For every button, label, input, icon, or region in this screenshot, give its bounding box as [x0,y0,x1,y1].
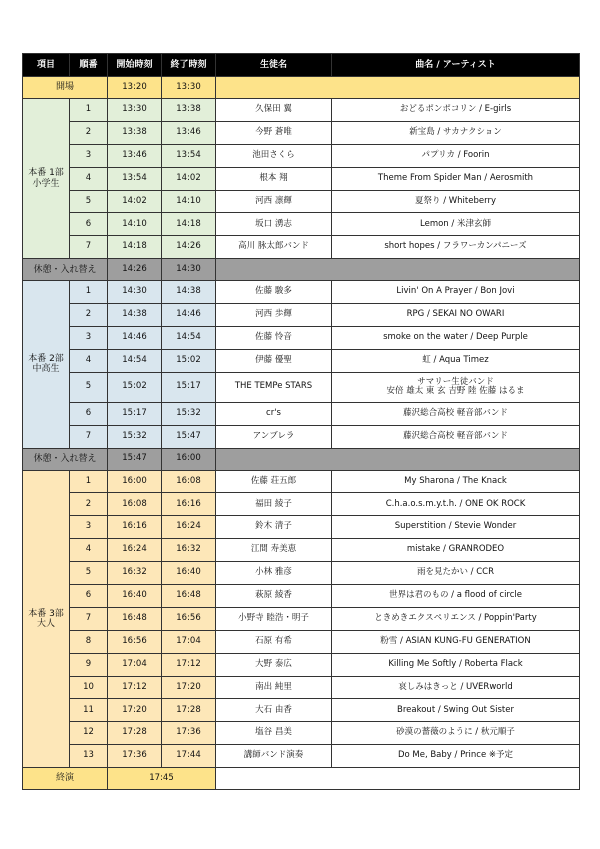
song-cell: Do Me, Baby / Prince ※予定 [332,745,580,768]
break2-row [23,448,580,470]
end-cell: 17:36 [162,722,216,745]
order-cell: 2 [70,493,108,516]
song-cell: 虹 / Aqua Timez [332,349,580,372]
student-cell: 今野 蒼唯 [216,121,332,144]
song-cell: Killing Me Softly / Roberta Flack [332,653,580,676]
end-cell: 15:17 [162,372,216,402]
header-start: 開始時刻 [108,54,162,77]
song-cell: 哀しみはきっと / UVERworld [332,676,580,699]
order-cell: 6 [70,213,108,236]
header-item: 項目 [23,54,70,77]
order-cell: 4 [70,349,108,372]
table-row [23,304,580,327]
order-cell: 13 [70,745,108,768]
song-cell: 雨を見たかい / CCR [332,562,580,585]
end-cell: 16:40 [162,562,216,585]
schedule-body [23,77,580,790]
end-cell: 14:54 [162,327,216,350]
table-row [23,349,580,372]
student-cell: 大石 由香 [216,699,332,722]
end-cell: 14:10 [162,190,216,213]
start-cell: 16:16 [108,516,162,539]
end-cell: 14:38 [162,281,216,304]
order-cell: 4 [70,167,108,190]
song-cell: 藤沢総合高校 軽音部バンド [332,425,580,448]
end-cell: 13:54 [162,144,216,167]
order-cell: 9 [70,653,108,676]
table-row [23,516,580,539]
student-cell: 鈴木 清子 [216,516,332,539]
song-cell: mistake / GRANRODEO [332,539,580,562]
start-cell: 17:04 [108,653,162,676]
break1-blank [216,259,580,281]
table-row [23,562,580,585]
start-cell: 16:56 [108,630,162,653]
table-row [23,425,580,448]
order-cell: 5 [70,562,108,585]
end-cell: 14:02 [162,167,216,190]
song-cell: 世界は君のもの / a flood of circle [332,585,580,608]
student-cell: 江間 寿美恵 [216,539,332,562]
start-cell: 16:32 [108,562,162,585]
order-cell: 2 [70,121,108,144]
student-cell: 佐藤 怜音 [216,327,332,350]
start-cell: 16:24 [108,539,162,562]
opening-label: 開場 [23,77,108,99]
student-cell: 佐藤 荘五郎 [216,470,332,493]
table-row [23,99,580,122]
table-row [23,167,580,190]
header-order: 順番 [70,54,108,77]
break2-label: 休憩・入れ替え [23,448,108,470]
end-cell: 16:32 [162,539,216,562]
table-row [23,630,580,653]
start-cell: 14:30 [108,281,162,304]
start-cell: 16:08 [108,493,162,516]
order-cell: 3 [70,327,108,350]
order-cell: 7 [70,425,108,448]
start-cell: 14:10 [108,213,162,236]
song-cell: My Sharona / The Knack [332,470,580,493]
table-row [23,213,580,236]
student-cell: 佐藤 駿多 [216,281,332,304]
song-cell: ときめきエクスペリエンス / Poppin'Party [332,607,580,630]
song-cell: サマリー生徒バンド 安倍 雄太 東 玄 吉野 陸 佐藤 はるま [332,372,580,402]
student-cell: 塩谷 昌美 [216,722,332,745]
break1-start: 14:26 [108,259,162,281]
table-row [23,722,580,745]
table-row [23,372,580,402]
break2-blank [216,448,580,470]
student-cell: THE TEMPe STARS [216,372,332,402]
student-cell: 久保田 翼 [216,99,332,122]
student-cell: 石原 有希 [216,630,332,653]
song-cell: Breakout / Swing Out Sister [332,699,580,722]
part3-label: 本番 3部 大人 [23,470,70,768]
start-cell: 17:36 [108,745,162,768]
order-cell: 2 [70,304,108,327]
student-cell: 小野寺 睦浩・明子 [216,607,332,630]
song-cell: 夏祭り / Whiteberry [332,190,580,213]
order-cell: 6 [70,585,108,608]
table-row [23,144,580,167]
end-cell: 16:08 [162,470,216,493]
start-cell: 17:20 [108,699,162,722]
end-cell: 17:28 [162,699,216,722]
order-cell: 1 [70,470,108,493]
end-cell: 16:56 [162,607,216,630]
song-cell: Theme From Spider Man / Aerosmith [332,167,580,190]
table-row [23,402,580,425]
order-cell: 7 [70,236,108,259]
table-row [23,653,580,676]
order-cell: 1 [70,281,108,304]
table-row [23,493,580,516]
start-cell: 13:54 [108,167,162,190]
end-cell: 14:46 [162,304,216,327]
student-cell: 萩原 綾香 [216,585,332,608]
song-cell: RPG / SEKAI NO OWARI [332,304,580,327]
song-cell: パプリカ / Foorin [332,144,580,167]
song-cell: おどるポンポコリン / E-girls [332,99,580,122]
order-cell: 4 [70,539,108,562]
end-cell: 17:44 [162,745,216,768]
part2-label: 本番 2部 中高生 [23,281,70,448]
opening-row [23,77,580,99]
end-cell: 16:48 [162,585,216,608]
start-cell: 17:28 [108,722,162,745]
break1-end: 14:30 [162,259,216,281]
table-row [23,470,580,493]
break1-label: 休憩・入れ替え [23,259,108,281]
end-cell: 13:38 [162,99,216,122]
student-cell: 坂口 湧志 [216,213,332,236]
start-cell: 13:38 [108,121,162,144]
song-cell: Superstition / Stevie Wonder [332,516,580,539]
table-row [23,585,580,608]
header-student: 生徒名 [216,54,332,77]
end-cell: 14:26 [162,236,216,259]
song-cell: short hopes / フラワーカンパニーズ [332,236,580,259]
song-cell: smoke on the water / Deep Purple [332,327,580,350]
song-cell: 粉雪 / ASIAN KUNG-FU GENERATION [332,630,580,653]
opening-blank [216,77,580,99]
order-cell: 6 [70,402,108,425]
break2-start: 15:47 [108,448,162,470]
order-cell: 1 [70,99,108,122]
end-cell: 17:04 [162,630,216,653]
student-cell: 伊藤 優聖 [216,349,332,372]
end-cell: 16:24 [162,516,216,539]
start-cell: 14:02 [108,190,162,213]
student-cell: 小林 雅彦 [216,562,332,585]
header-end: 終了時刻 [162,54,216,77]
start-cell: 17:12 [108,676,162,699]
part1-label: 本番 1部 小学生 [23,99,70,259]
order-cell: 8 [70,630,108,653]
end-cell: 17:12 [162,653,216,676]
start-cell: 16:48 [108,607,162,630]
closing-time: 17:45 [108,768,216,790]
table-row [23,745,580,768]
start-cell: 16:40 [108,585,162,608]
table-row [23,121,580,144]
start-cell: 14:46 [108,327,162,350]
song-cell: Lemon / 米津玄師 [332,213,580,236]
start-cell: 13:30 [108,99,162,122]
student-cell: 講師バンド演奏 [216,745,332,768]
order-cell: 5 [70,190,108,213]
order-cell: 3 [70,516,108,539]
song-cell: C.h.a.o.s.m.y.t.h. / ONE OK ROCK [332,493,580,516]
song-cell: 砂漠の薔薇のように / 秋元順子 [332,722,580,745]
start-cell: 15:02 [108,372,162,402]
order-cell: 12 [70,722,108,745]
end-cell: 13:46 [162,121,216,144]
table-row [23,699,580,722]
student-cell: 池田さくら [216,144,332,167]
start-cell: 15:32 [108,425,162,448]
closing-blank [216,768,580,790]
student-cell: 根本 翔 [216,167,332,190]
student-cell: 河西 歩輝 [216,304,332,327]
table-row [23,281,580,304]
order-cell: 5 [70,372,108,402]
break2-end: 16:00 [162,448,216,470]
closing-label: 終演 [23,768,108,790]
student-cell: 福田 綾子 [216,493,332,516]
schedule-table [22,53,580,790]
break1-row [23,259,580,281]
song-cell: 藤沢総合高校 軽音部バンド [332,402,580,425]
end-cell: 17:20 [162,676,216,699]
end-cell: 14:18 [162,213,216,236]
start-cell: 15:17 [108,402,162,425]
header-row [23,54,580,77]
table-row [23,607,580,630]
opening-end: 13:30 [162,77,216,99]
end-cell: 16:16 [162,493,216,516]
end-cell: 15:02 [162,349,216,372]
student-cell: 大野 泰広 [216,653,332,676]
start-cell: 14:54 [108,349,162,372]
table-row [23,190,580,213]
table-row [23,327,580,350]
student-cell: cr's [216,402,332,425]
table-row [23,539,580,562]
student-cell: アンブレラ [216,425,332,448]
start-cell: 14:18 [108,236,162,259]
order-cell: 10 [70,676,108,699]
student-cell: 高川 脉太郎バンド [216,236,332,259]
song-cell: 新宝島 / サカナクション [332,121,580,144]
student-cell: 南出 純里 [216,676,332,699]
student-cell: 河西 凛輝 [216,190,332,213]
table-row [23,236,580,259]
song-cell: Livin' On A Prayer / Bon Jovi [332,281,580,304]
opening-start: 13:20 [108,77,162,99]
closing-row [23,768,580,790]
end-cell: 15:47 [162,425,216,448]
header-song: 曲名 / アーティスト [332,54,580,77]
table-row [23,676,580,699]
start-cell: 13:46 [108,144,162,167]
order-cell: 7 [70,607,108,630]
end-cell: 15:32 [162,402,216,425]
start-cell: 14:38 [108,304,162,327]
order-cell: 3 [70,144,108,167]
order-cell: 11 [70,699,108,722]
start-cell: 16:00 [108,470,162,493]
